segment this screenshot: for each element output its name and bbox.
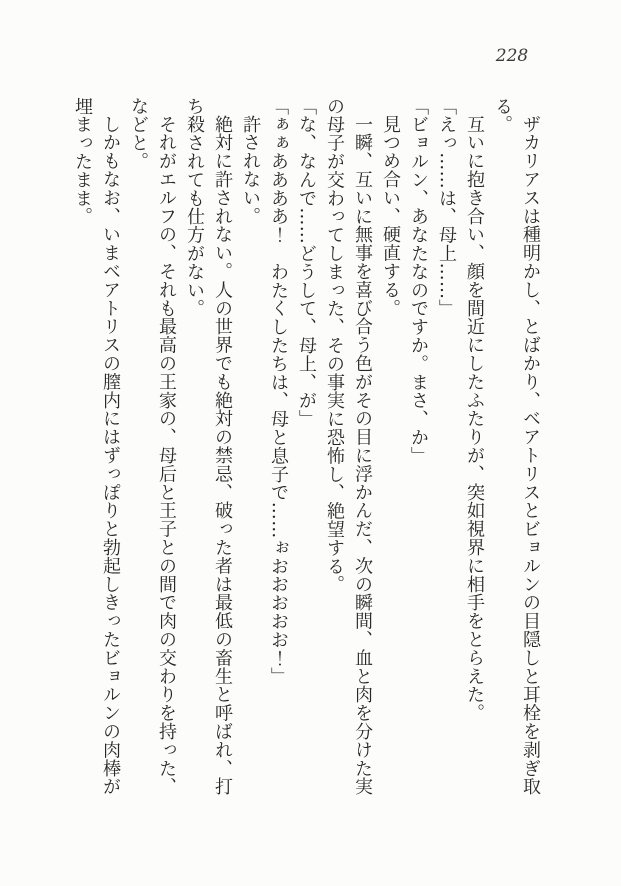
paragraph-7: 「な、なんで……どうして、母上、が」 — [296, 97, 317, 429]
paragraph-8: 「ぁぁああああ！ わたくしたちは、母と息子で……ぉおおおおお！」 — [268, 97, 289, 686]
paragraph-2: 互いに抱き合い、顔を間近にしたふたりが、突如視界に相手をとらえた。 — [464, 115, 485, 723]
paragraph-12: しかもなお、いまベアトリスの膣内にはずっぽりと勃起しきったビョルンの肉棒が埋まったまま。 — [72, 97, 121, 796]
page-number: 228 — [495, 46, 529, 66]
paragraph-11: それがエルフの、それも最高の王家の、母后と王子との間で肉の交わりを持った、などと。 — [128, 97, 177, 796]
paragraph-9: 許されない。 — [240, 115, 261, 226]
novel-text-block — [68, 97, 544, 803]
paragraph-4: 「ビョルン、あなたなのですか。まさ、か」 — [408, 97, 429, 465]
paragraph-6: 一瞬、互いに無事を喜び合う色がその目に浮かんだ、次の瞬間、血と肉を分けた実の母子が交わってしまった、その事実に恐怖し、絶望する。 — [324, 97, 373, 796]
paragraph-10: 絶対に許されない。人の世界でも絶対の禁忌、破った者は最低の畜生と呼ばれ、打ち殺されても仕方がない。 — [184, 97, 233, 796]
paragraph-1: ザカリアスは種明かし、とばかり、ベアトリスとビョルンの目隠しと耳栓を剥ぎ取る。 — [492, 97, 541, 796]
paragraph-3: 「えっ……は、母上……」 — [436, 97, 457, 318]
paragraph-5: 見つめ合い、硬直する。 — [380, 115, 401, 318]
